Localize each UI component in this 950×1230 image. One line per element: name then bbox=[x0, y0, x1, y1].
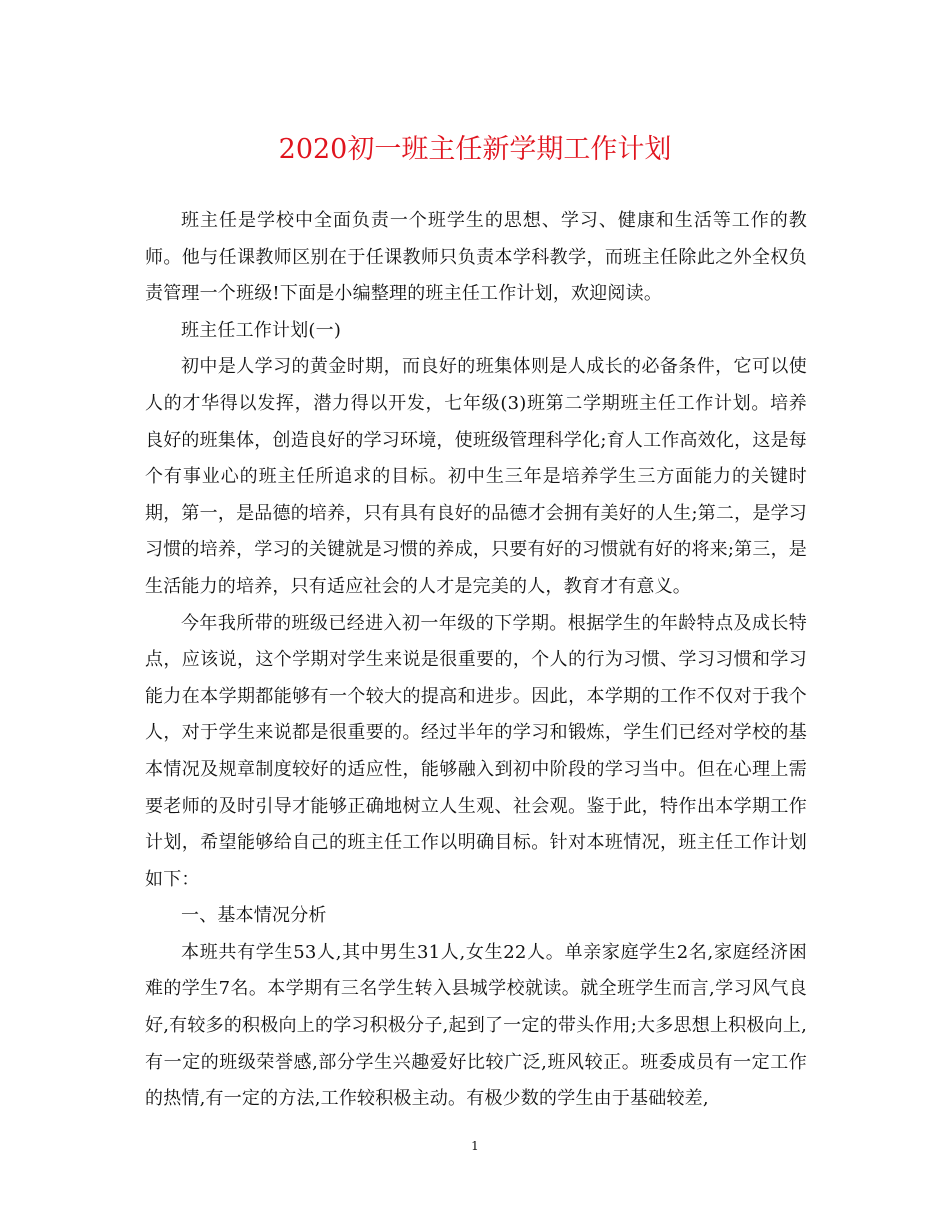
section-heading-basic-analysis: 一、基本情况分析 bbox=[181, 905, 327, 927]
body-paragraph: 初中是人学习的黄金时期，而良好的班集体则是人成长的必备条件，它可以使人的才华得以发挥，潜力得以开发，七年级(3)班第二学期班主任工作计划。培养良好的班集体，创造良好的学习环境，使班级管理科学化;育人工作高效化，这是每个有事业心的班主任所追求的目标。初中生三年是培养学生三方面能力的关键时期，第一，是品德的培养，只有具有良好的品德才会拥有美好的人生;第二，是学习习惯的培养，学习的关键就是习惯的养成，只要有好的习惯就有好的将来;第三，是生活能力的培养，只有适应社会的人才是完美的人，教育才有意义。 bbox=[145, 356, 807, 597]
intro-paragraph: 班主任是学校中全面负责一个班学生的思想、学习、健康和生活等工作的教师。他与任课教师区别在于任课教师只负责本学科教学，而班主任除此之外全权负责管理一个班级!下面是小编整理的班主任工作计划，欢迎阅读。 bbox=[145, 210, 807, 305]
section-heading-plan-one: 班主任工作计划(一) bbox=[181, 319, 342, 341]
body-paragraph: 今年我所带的班级已经进入初一年级的下学期。根据学生的年龄特点及成长特点，应该说，这个学期对学生来说是很重要的，个人的行为习惯、学习习惯和学习能力在本学期都能够有一个较大的提高和进步。因此，本学期的工作不仅对于我个人，对于学生来说都是很重要的。经过半年的学习和锻炼，学生们已经对学校的基本情况及规章制度较好的适应性，能够融入到初中阶段的学习当中。但在心理上需要老师的及时引导才能够正确地树立人生观、社会观。鉴于此，特作出本学期工作计划，希望能够给自己的班主任工作以明确目标。针对本班情况，班主任工作计划如下： bbox=[145, 612, 807, 890]
document-body bbox=[145, 203, 807, 1118]
page-number: 1 bbox=[471, 1139, 479, 1153]
body-paragraph: 本班共有学生53人,其中男生31人,女生22人。单亲家庭学生2名,家庭经济困难的学生7名。本学期有三名学生转入县城学校就读。就全班学生而言,学习风气良好,有较多的积极向上的学习积极分子,起到了一定的带头作用;大多思想上积极向上,有一定的班级荣誉感,部分学生兴趣爱好比较广泛,班风较正。班委成员有一定工作的热情,有一定的方法,工作较积极主动。有极少数的学生由于基础较差, bbox=[145, 941, 807, 1110]
document-title: 2020初一班主任新学期工作计划 bbox=[278, 134, 672, 165]
